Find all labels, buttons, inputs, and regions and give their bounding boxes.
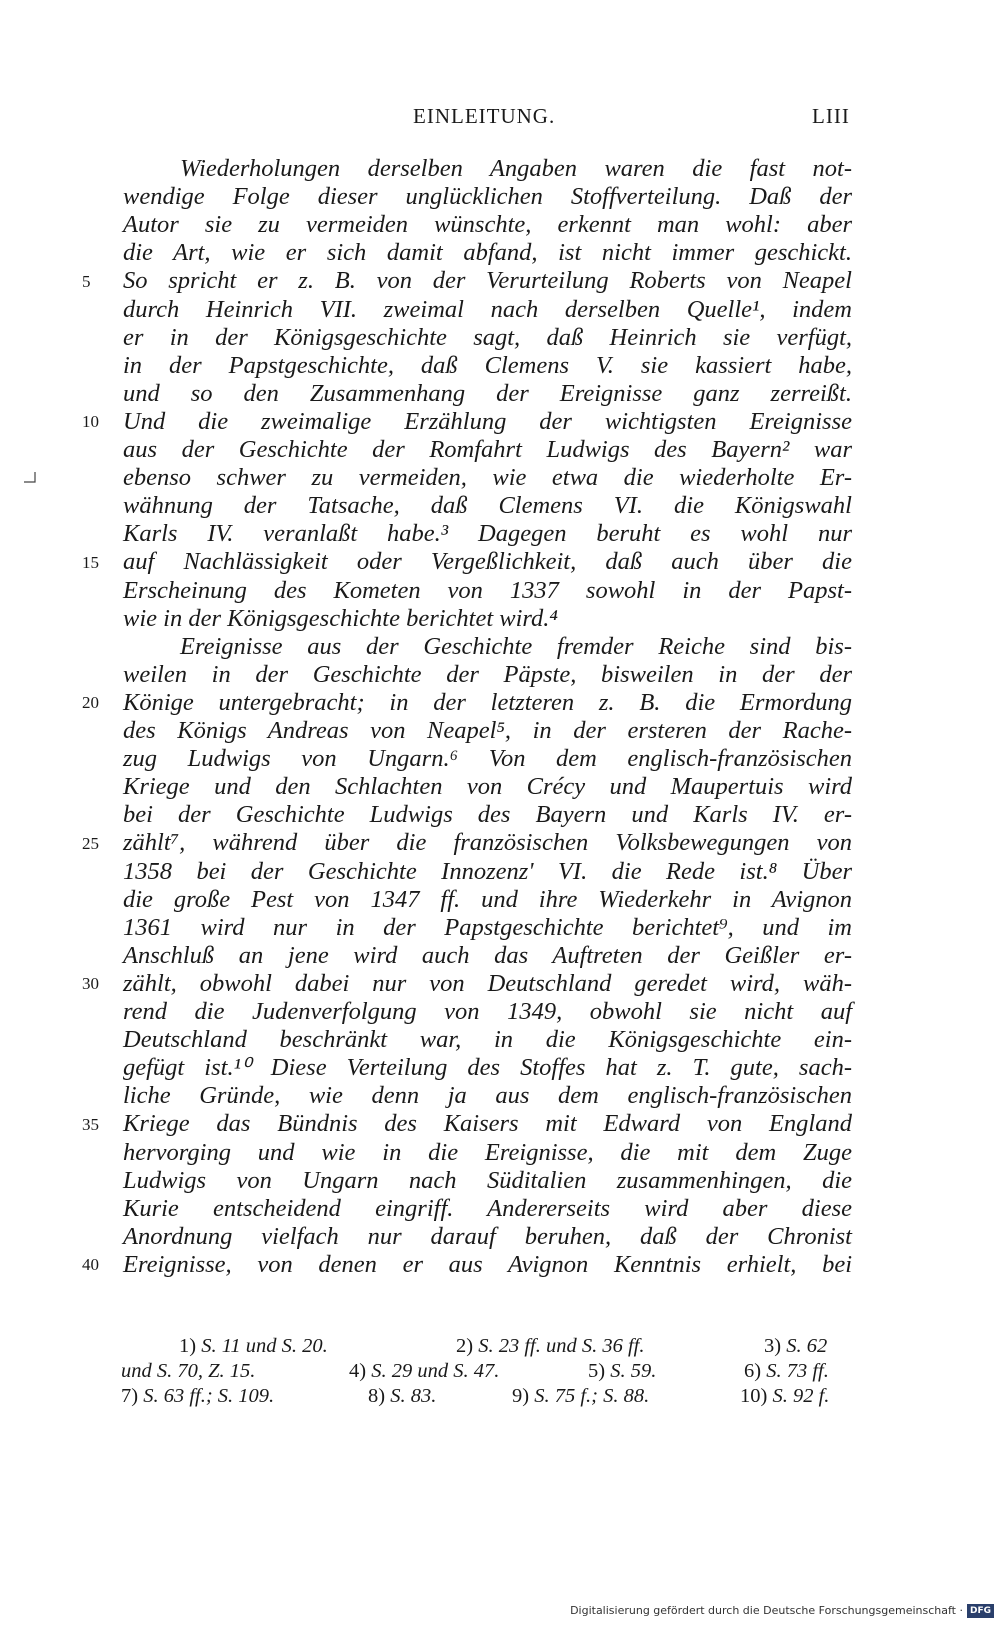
footnote-2: 2) S. 23 ff. und S. 36 ff. bbox=[456, 1335, 645, 1357]
text-line: zählt, obwohl dabei nur von Deutschland geredet wird, wäh- bbox=[123, 969, 852, 997]
digitization-credit bbox=[570, 1602, 994, 1620]
footnote-4: 4) S. 29 und S. 47. bbox=[349, 1360, 500, 1382]
credit-text: Digitalisierung gefördert durch die Deutsche Forschungsgemeinschaft · bbox=[570, 1604, 963, 1617]
text-line: 1361 wird nur in der Papstgeschichte berichtet⁹, und im bbox=[123, 913, 852, 941]
text-line: er in der Königsgeschichte sagt, daß Heinrich sie verfügt, bbox=[123, 323, 852, 351]
line-number: 25 bbox=[82, 834, 99, 853]
text-line: Ludwigs von Ungarn nach Süditalien zusammenhingen, die bbox=[123, 1166, 852, 1194]
text-line: Ereignisse aus der Geschichte fremder Reiche sind bis- bbox=[180, 632, 852, 660]
line-number: 10 bbox=[82, 412, 99, 431]
footnote-10: 10) S. 92 f. bbox=[740, 1385, 830, 1407]
text-line: wie in der Königsgeschichte berichtet wird.⁴ bbox=[123, 604, 558, 632]
text-line: wendige Folge dieser unglücklichen Stoffverteilung. Daß der bbox=[123, 183, 852, 211]
text-line: Wiederholungen derselben Angaben waren die fast not- bbox=[180, 155, 852, 182]
line-number: 30 bbox=[82, 974, 99, 993]
line-number: 40 bbox=[82, 1255, 99, 1274]
footnote-3: 3) S. 62 bbox=[764, 1335, 828, 1357]
text-line: Könige untergebracht; in der letzteren z. B. die Ermordung bbox=[123, 688, 852, 716]
text-line: hervorging und wie in die Ereignisse, die mit dem Zuge bbox=[123, 1138, 852, 1166]
line-number: 5 bbox=[82, 272, 91, 291]
text-line: liche Gründe, wie denn ja aus dem englisch-französischen bbox=[123, 1082, 852, 1110]
text-line: weilen in der Geschichte der Päpste, bisweilen in der der bbox=[123, 660, 852, 688]
text-line: und so den Zusammenhang der Ereignisse ganz zerreißt. bbox=[123, 379, 852, 407]
footnote-1: 1) S. 11 und S. 20. bbox=[179, 1335, 328, 1357]
text-line: Karls IV. veranlaßt habe.³ Dagegen beruht es wohl nur bbox=[123, 520, 852, 548]
text-line: 1358 bei der Geschichte Innozenz' VI. die Rede ist.⁸ Über bbox=[123, 857, 852, 885]
text-line: Anordnung vielfach nur darauf beruhen, daß der Chronist bbox=[123, 1222, 852, 1250]
text-line: wähnung der Tatsache, daß Clemens VI. die Königswahl bbox=[123, 492, 852, 520]
running-title: EINLEITUNG. bbox=[413, 104, 556, 128]
running-header bbox=[0, 104, 1000, 134]
text-line: Ereignisse, von denen er aus Avignon Kenntnis erhielt, bei bbox=[123, 1250, 852, 1278]
line-number: 35 bbox=[82, 1115, 99, 1134]
dfg-logo: DFG bbox=[967, 1604, 994, 1618]
page-number: LIII bbox=[812, 104, 850, 128]
footnote-5: 5) S. 59. bbox=[588, 1360, 657, 1382]
text-line: die Art, wie er sich damit abfand, ist nicht immer geschickt. bbox=[123, 239, 852, 267]
text-line: bei der Geschichte Ludwigs des Bayern und Karls IV. er- bbox=[123, 801, 852, 829]
text-line: auf Nachlässigkeit oder Vergeßlichkeit, daß auch über die bbox=[123, 548, 852, 576]
text-line: zug Ludwigs von Ungarn.⁶ Von dem englisch-französischen bbox=[123, 745, 852, 773]
margin-pencil-mark bbox=[22, 471, 38, 485]
text-line: durch Heinrich VII. zweimal nach derselben Quelle¹, indem bbox=[123, 295, 852, 323]
text-line: rend die Judenverfolgung von 1349, obwohl sie nicht auf bbox=[123, 998, 852, 1025]
line-number: 15 bbox=[82, 553, 99, 572]
text-line: Und die zweimalige Erzählung der wichtigsten Ereignisse bbox=[123, 407, 852, 435]
footnote-9: 9) S. 75 f.; S. 88. bbox=[512, 1385, 650, 1407]
text-line: Anschluß an jene wird auch das Auftreten der Geißler er- bbox=[123, 941, 852, 969]
text-line: aus der Geschichte der Romfahrt Ludwigs des Bayern² war bbox=[123, 436, 852, 463]
text-line: Kriege und den Schlachten von Crécy und Maupertuis wird bbox=[123, 773, 852, 801]
text-line: des Königs Andreas von Neapel⁵, in der ersteren der Rache- bbox=[123, 717, 852, 744]
text-line: Erscheinung des Kometen von 1337 sowohl in der Papst- bbox=[123, 576, 852, 604]
footnote-3-continued: und S. 70, Z. 15. bbox=[121, 1360, 256, 1382]
text-line: gefügt ist.¹⁰ Diese Verteilung des Stoffes hat z. T. gute, sach- bbox=[123, 1054, 852, 1082]
text-line: Deutschland beschränkt war, in die Königsgeschichte ein- bbox=[123, 1026, 852, 1054]
line-number: 20 bbox=[82, 693, 99, 712]
text-line: zählt⁷, während über die französischen Volksbewegungen von bbox=[123, 829, 852, 857]
text-line: Autor sie zu vermeiden wünschte, erkennt man wohl: aber bbox=[123, 211, 852, 239]
text-line: die große Pest von 1347 ff. und ihre Wiederkehr in Avignon bbox=[123, 885, 852, 913]
footnote-7: 7) S. 63 ff.; S. 109. bbox=[121, 1385, 275, 1407]
text-line: ebenso schwer zu vermeiden, wie etwa die wiederholte Er- bbox=[123, 464, 852, 492]
text-line: Kriege das Bündnis des Kaisers mit Edward von England bbox=[123, 1110, 852, 1138]
text-line: in der Papstgeschichte, daß Clemens V. sie kassiert habe, bbox=[123, 351, 852, 379]
text-line: So spricht er z. B. von der Verurteilung Roberts von Neapel bbox=[123, 267, 852, 295]
footnote-6: 6) S. 73 ff. bbox=[744, 1360, 829, 1382]
footnote-8: 8) S. 83. bbox=[368, 1385, 437, 1407]
text-line: Kurie entscheidend eingriff. Andererseits wird aber diese bbox=[123, 1194, 852, 1222]
